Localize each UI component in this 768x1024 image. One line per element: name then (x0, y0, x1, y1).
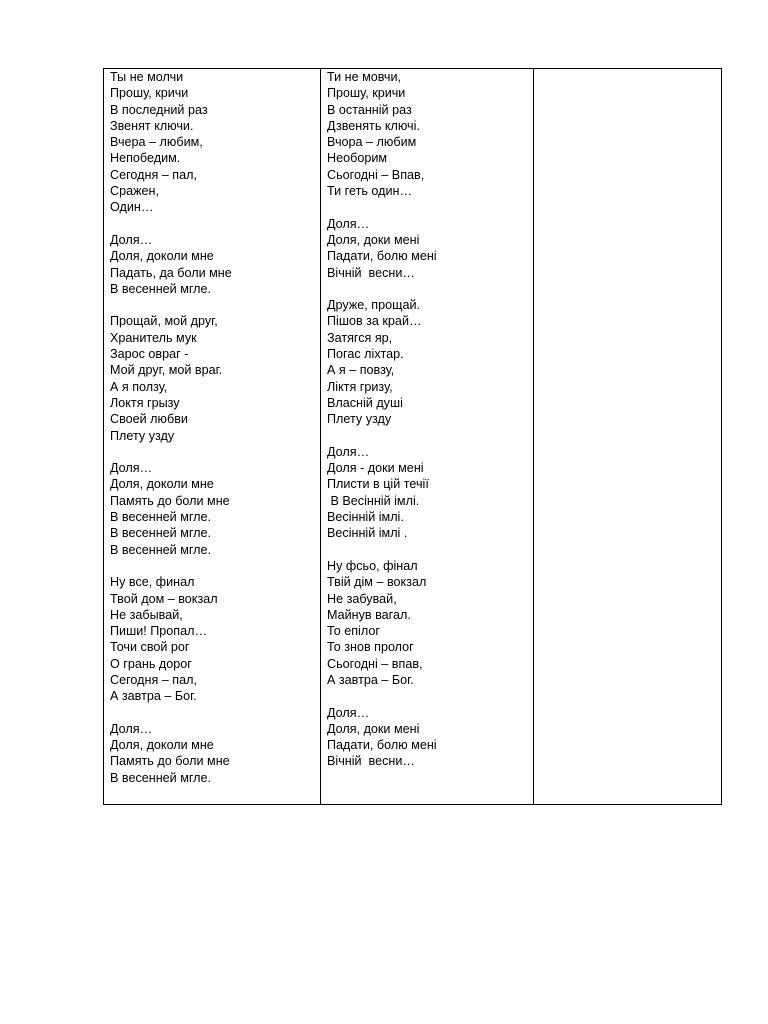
lyric-line: Сьогодні – впав, (327, 656, 423, 671)
lyric-line: Вчора – любим (327, 135, 417, 150)
lyric-line: Ліктя гризу, (327, 379, 393, 394)
lyric-line: В последний раз (110, 102, 208, 117)
lyric-line: Власній душі (327, 395, 403, 410)
lyric-line: Плисти в цій течії (327, 477, 429, 492)
lyric-line: Ти не мовчи, (327, 70, 402, 84)
stanza-break (327, 199, 533, 215)
lyric-line: Не забывай, (110, 607, 183, 622)
lyric-line: Погас ліхтар. (327, 347, 404, 362)
stanza-break (327, 281, 533, 297)
lyric-line: Вчера – любим, (110, 135, 203, 150)
lyric-line: Ну фсьо, фінал (327, 558, 418, 573)
lyric-line: Твій дім – вокзал (327, 575, 427, 590)
lyric-line: Зарос овраг - (110, 347, 189, 362)
stanza-break (110, 558, 320, 574)
lyric-line: Доля, доколи мне (110, 738, 214, 753)
lyric-line: О грань дорог (110, 656, 192, 671)
stanza-break (110, 444, 320, 460)
lyric-line: Дзвенять ключі. (327, 118, 420, 133)
lyric-line: Сражен, (110, 184, 159, 199)
ukrainian-lyrics-text (321, 69, 533, 770)
lyric-line: Прошу, кричи (327, 86, 406, 101)
stanza-break (110, 297, 320, 313)
lyric-line: Майнув вагал. (327, 607, 411, 622)
lyric-line: Друже, прощай. (327, 298, 420, 313)
ukrainian-lyrics-cell (321, 69, 534, 805)
lyric-line: Сегодня – пал, (110, 167, 197, 182)
lyric-line: Весінній імлі . (327, 526, 408, 541)
lyric-line: Необорим (327, 151, 388, 166)
lyric-line: Доля… (327, 444, 370, 459)
lyric-line: Доля, доколи мне (110, 477, 214, 492)
lyric-line: Не забувай, (327, 591, 397, 606)
lyric-line: А завтра – Бог. (110, 689, 197, 704)
lyric-line: В весенней мгле. (110, 510, 212, 525)
lyric-line: В останній раз (327, 102, 412, 117)
lyric-line: Падати, болю мені (327, 738, 437, 753)
lyric-line: Доля, доки мені (327, 721, 420, 736)
lyric-line: В весенней мгле. (110, 526, 212, 541)
lyric-line: Сьогодні – Впав, (327, 167, 425, 182)
lyric-line: Прощай, мой друг, (110, 314, 218, 329)
lyric-line: Один… (110, 200, 154, 215)
lyric-line: Пішов за край… (327, 314, 422, 329)
lyric-line: Память до боли мне (110, 754, 230, 769)
lyric-line: Весінній імлі. (327, 510, 404, 525)
lyric-line: Своей любви (110, 412, 188, 427)
lyric-line: Точи свой рог (110, 640, 190, 655)
lyric-line: Доля, доколи мне (110, 249, 214, 264)
empty-cell (534, 69, 722, 805)
lyric-line: Хранитель мук (110, 330, 197, 345)
lyric-line: Доля… (110, 232, 153, 247)
lyric-line: В Весінній імлі. (327, 493, 420, 508)
lyric-line: Твой дом – вокзал (110, 591, 218, 606)
lyric-line: Ну все, финал (110, 575, 195, 590)
lyric-line: Мой друг, мой враг. (110, 363, 223, 378)
lyric-line: Доля… (110, 721, 153, 736)
stanza-break (110, 216, 320, 232)
stanza-break (327, 688, 533, 704)
lyric-line: Плету узду (110, 428, 175, 443)
lyric-line: В весенней мгле. (110, 281, 212, 296)
lyric-line: Доля… (110, 461, 153, 476)
lyric-line: А завтра – Бог. (327, 672, 414, 687)
lyric-line: Доля, доки мені (327, 232, 420, 247)
lyric-line: Локтя грызу (110, 395, 180, 410)
lyric-line: Плету узду (327, 412, 392, 427)
lyric-line: А я – повзу, (327, 363, 395, 378)
russian-lyrics-cell (104, 69, 321, 805)
lyric-line: А я ползу, (110, 379, 168, 394)
lyric-line: В весенней мгле. (110, 770, 212, 785)
lyric-line: Затягся яр, (327, 330, 393, 345)
lyric-line: Звенят ключи. (110, 118, 194, 133)
lyric-line: Прошу, кричи (110, 86, 189, 101)
stanza-break (327, 542, 533, 558)
lyrics-table (103, 68, 722, 805)
stanza-break (110, 705, 320, 721)
lyric-line: Вічній весни… (327, 754, 415, 769)
lyric-line: Падать, да боли мне (110, 265, 232, 280)
lyric-line: Вічній весни… (327, 265, 415, 280)
stanza-break (327, 428, 533, 444)
lyric-line: Ты не молчи (110, 70, 184, 84)
lyric-line: Сегодня – пал, (110, 672, 197, 687)
lyric-line: Пиши! Пропал… (110, 624, 208, 639)
table-row (104, 69, 722, 805)
lyric-line: Ти геть один… (327, 184, 413, 199)
russian-lyrics-text (104, 69, 320, 786)
lyric-line: Доля… (327, 216, 370, 231)
lyric-line: То знов пролог (327, 640, 414, 655)
lyric-line: Доля - доки мені (327, 461, 424, 476)
lyric-line: Память до боли мне (110, 493, 230, 508)
lyric-line: В весенней мгле. (110, 542, 212, 557)
lyric-line: Доля… (327, 705, 370, 720)
lyric-line: Непобедим. (110, 151, 181, 166)
lyric-line: Падати, болю мені (327, 249, 437, 264)
lyric-line: То епілог (327, 624, 380, 639)
